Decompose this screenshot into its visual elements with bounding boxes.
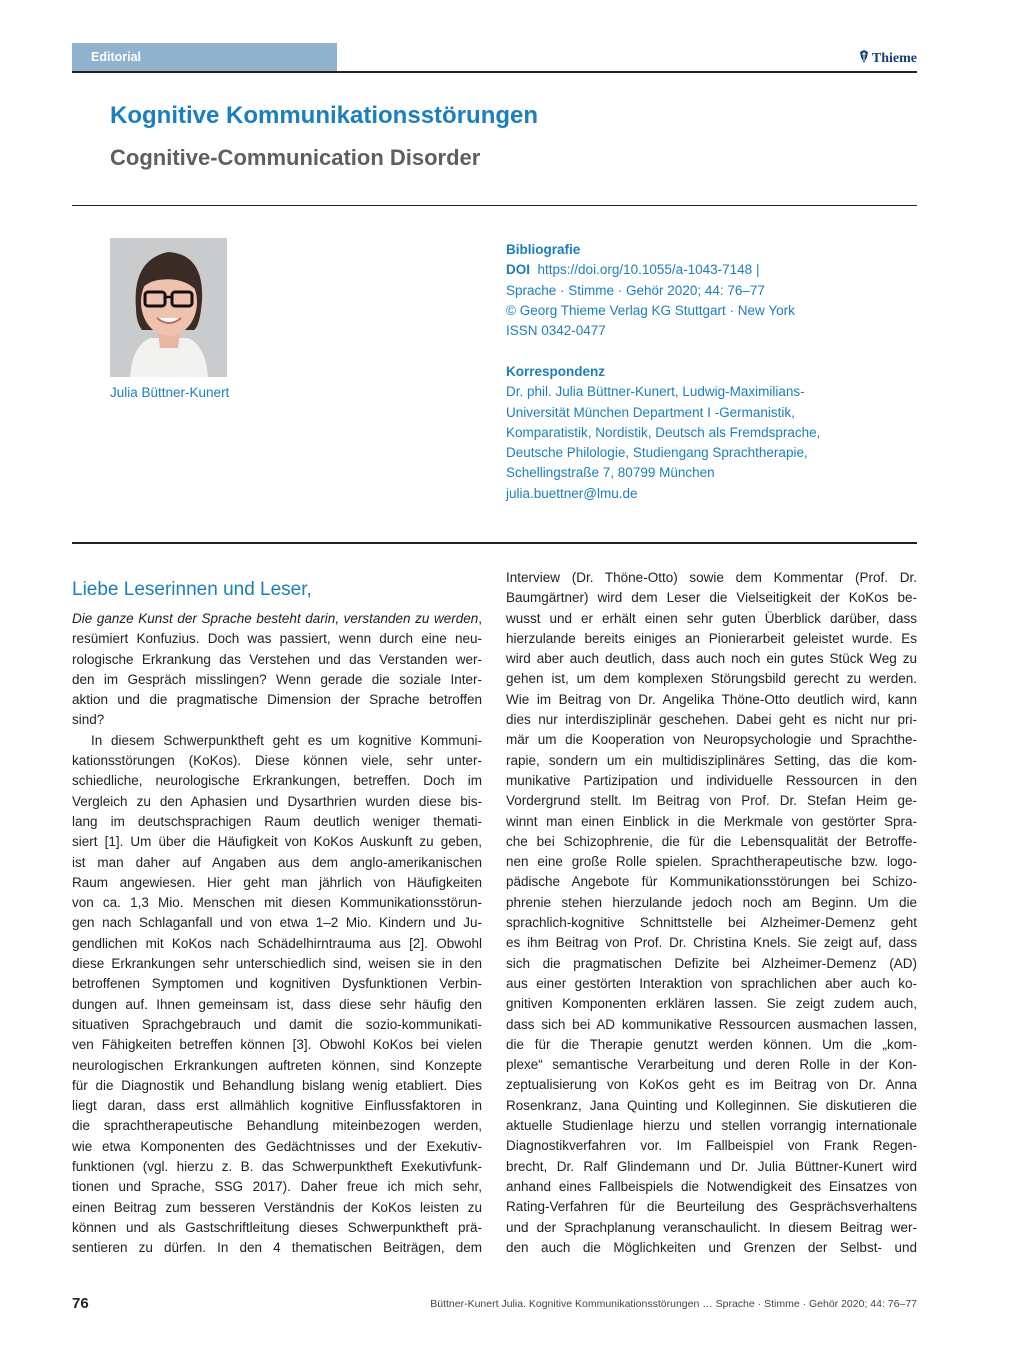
running-footer: Büttner-Kunert Julia. Kognitive Kommunikationsstörungen … Sprache · Stimme · Gehör 2020; 44: 76–77 [430, 1298, 917, 1310]
body-line: aus einer gestörten Interaktion von sprachlichen aber auch ko- [506, 975, 917, 991]
body-line: Vergleich zu den Aphasien und Dysarthrien wurden diese bis- [72, 793, 482, 809]
body-line: mär um die Kooperation von Neuropsychologie und Sprachthe- [506, 732, 917, 748]
body-line: anhand eines Fallbeispiels die Notwendigkeit des Einsatzes von [506, 1178, 917, 1194]
body-line: für die Diagnostik und Behandlung bislang wenig etabliert. Dies [72, 1077, 482, 1093]
correspondence-line: Schellingstraße 7, 80799 München [506, 465, 715, 481]
body-line: die sprachtherapeutische Behandlung miteinbezogen werden, [72, 1118, 482, 1134]
publisher-name: Thieme [871, 51, 917, 66]
body-line: plexe“ semantische Verarbeitung und deren Rolle in der Kon- [506, 1057, 917, 1073]
body-line: einen Beitrag zum besseren Verständnis der KoKos leisten zu [72, 1199, 482, 1215]
body-line: siert [1]. Um über die Häufigkeit von KoKos Auskunft zu geben, [72, 834, 482, 850]
body-line: nen eine große Rolle spielen. Sprachtherapeutische bzw. logo- [506, 854, 917, 870]
body-line: hierzulande bereits einiges an Pionierarbeit geleistet wurde. Es [506, 630, 917, 646]
correspondence-line: Universität München Department I -Germanistik, [506, 404, 795, 420]
body-line: können und als Gastschriftleitung dieses Schwerpunktheft prä- [72, 1219, 482, 1235]
title-divider [72, 205, 917, 206]
bibliography-heading: Bibliografie [506, 242, 581, 257]
body-line: sich die pragmatischen Defizite bei Alzheimer-Demenz (AD) [506, 955, 917, 971]
body-line: den im Gespräch misslingen? Wenn gerade die soziale Inter- [72, 671, 482, 687]
body-line: funktionen (vgl. hierzu z. B. das Schwerpunktheft Exekutivfunk- [72, 1159, 482, 1175]
doi-link[interactable]: https://doi.org/10.1055/a-1043-7148 | [537, 262, 760, 278]
body-line: rologische Erkrankung das Verstehen und das Verstanden wer- [72, 651, 482, 667]
page-number: 76 [72, 1295, 89, 1312]
body-line: Die ganze Kunst der Sprache besteht darin, verstanden zu werden, [72, 611, 482, 626]
body-line: munikative Partizipation und individuelle Ressourcen in den [506, 772, 917, 788]
body-line: betroffenen Symptomen und kognitiven Dysfunktionen Verbin- [72, 976, 482, 992]
body-line: Vordergrund stellt. Im Beitrag von Prof. Dr. Stefan Heim ge- [506, 793, 917, 809]
author-caption: Julia Büttner-Kunert [110, 385, 230, 400]
body-line: den auch die Möglichkeiten und Grenzen der Selbst- und [506, 1239, 917, 1255]
author-portrait [110, 238, 227, 377]
body-line: von ca. 1,3 Mio. Menschen mit diesen Kommunikationsstörun- [72, 895, 482, 911]
body-line: wusst und er erhält einen sehr guten Überblick darüber, dass [506, 610, 917, 626]
body-line: diese Erkrankungen sehr unterschiedlich sind, weisen sie in den [72, 956, 482, 972]
article-title-german: Kognitive Kommunikationsstörungen [110, 102, 539, 129]
body-line: sind? [72, 712, 105, 728]
body-line: schiedliche, neurologische Erkrankungen, betreffen. Doch im [72, 773, 482, 789]
body-line: kationsstörungen (KoKos). Diese können viele, sehr unter- [72, 753, 482, 769]
correspondence-line: Dr. phil. Julia Büttner-Kunert, Ludwig-Maximilians- [506, 384, 805, 400]
body-line: aktuelle Studienlage hierzu und stellen vorrangig internationale [506, 1118, 917, 1134]
body-line: dass sich bei AD kommunikative Ressourcen ausmachen lassen, [506, 1016, 917, 1032]
body-line: Wie im Beitrag von Dr. Angelika Thöne-Otto deutlich wird, kann [506, 691, 917, 707]
body-line: rapie, sondern um ein multidisziplinäres Setting, das die kom- [506, 752, 917, 768]
body-line: sentieren zu dürfen. In den 4 thematischen Beiträgen, dem [72, 1240, 482, 1256]
thieme-logo-icon [859, 50, 869, 63]
body-line: tionen und Sprache, SSG 2017). Daher freue ich mich sehr, [72, 1179, 482, 1195]
section-label: Editorial [91, 50, 142, 64]
left-lines [72, 629, 482, 1258]
body-line: gehen ist, um dem komplexen Störungsbild gerecht zu werden. [506, 671, 917, 687]
body-line: gnitiven Komponenten erklären lassen. Sie zeigt zudem auch, [506, 996, 917, 1012]
right-lines [506, 568, 917, 1258]
body-line: zeptualisierung von KoKos geht es im Beitrag von Dr. Anna [506, 1077, 917, 1093]
body-column-right [506, 568, 917, 1258]
body-line: die für die Therapie genutzt werden können. Um die „kom- [506, 1036, 917, 1052]
body-line: sprachlich-kognitive Schnittstelle bei Alzheimer-Demenz geht [506, 915, 917, 931]
body-line: es ihm Beitrag von Prof. Dr. Christina Knels. Sie zeigt auf, dass [506, 935, 917, 951]
body-line: liegt daran, dass erst allmählich kognitive Einflussfaktoren in [72, 1098, 482, 1114]
issn: ISSN 0342-0477 [506, 323, 606, 339]
body-line: phrenie stehen hierzulande jedoch noch am Beginn. Um die [506, 894, 917, 910]
body-line: ven Fähigkeiten betreffen können [3]. Obwohl KoKos bei vielen [72, 1037, 482, 1053]
publisher-logo [859, 50, 917, 67]
body-line: In diesem Schwerpunktheft geht es um kognitive Kommuni- [91, 732, 482, 748]
doi-label: DOI [506, 262, 531, 278]
body-line: resümiert Konfuzius. Doch was passiert, wenn durch eine neu- [72, 631, 482, 647]
body-line: Baumgärtner) wird dem Leser die Vielseitigkeit der KoKos be- [506, 590, 917, 606]
body-line: dungen auf. Ihnen gemeinsam ist, dass diese sehr häufig den [72, 996, 482, 1012]
bibliography-block [506, 240, 866, 341]
body-line: che bei Schizophrenie, die für die Lebensqualität der Betroffe- [506, 833, 917, 849]
body-line: gen nach Schlaganfall und von etwa 1–2 Mio. Kindern und Ju- [72, 915, 482, 931]
correspondence-heading: Korrespondenz [506, 364, 606, 379]
body-line: dies nur interdisziplinär geschehen. Dabei geht es nicht nur pri- [506, 712, 917, 728]
section-tab [72, 43, 337, 72]
greeting-heading: Liebe Leserinnen und Leser, [72, 579, 312, 600]
body-column-left [72, 609, 482, 1259]
correspondence-block [506, 362, 866, 504]
author-portrait-image [110, 238, 227, 377]
journal-citation: Sprache · Stimme · Gehör 2020; 44: 76–77 [506, 282, 765, 298]
body-line: Interview (Dr. Thöne-Otto) sowie dem Kommentar (Prof. Dr. [506, 570, 917, 585]
body-line: Raum angewiesen. Hier geht man jährlich von Häufigkeiten [72, 874, 482, 890]
correspondence-email[interactable]: julia.buettner@lmu.de [506, 485, 638, 501]
body-line: ist man daher auf Angaben aus dem anglo-amerikanischen [72, 854, 482, 870]
copyright: © Georg Thieme Verlag KG Stuttgart · New York [506, 302, 795, 318]
quote-text: Die ganze Kunst der Sprache besteht darin, verstanden zu werden [72, 611, 479, 626]
body-divider [72, 542, 917, 544]
body-line: brecht, Dr. Ralf Glindemann und Dr. Julia Büttner-Kunert wird [506, 1158, 917, 1174]
body-line: winnt man einen Einblick in die Merkmale von gestörter Spra- [506, 813, 917, 829]
body-line: aktion und die pragmatische Dimension der Sprache betroffen [72, 692, 482, 708]
body-line: Rosenkranz, Jana Quinting und Kolleginnen. Sie diskutieren die [506, 1097, 917, 1113]
article-title-english: Cognitive-Communication Disorder [110, 145, 481, 170]
body-line: pädische Angebote für Kommunikationsstörungen bei Schizo- [506, 874, 917, 890]
body-line: Diagnostikverfahren vor. Im Fallbeispiel von Frank Regen- [506, 1138, 917, 1154]
body-line: lang im deutschsprachigen Raum deutlich weniger themati- [72, 813, 482, 829]
body-line: wie etwa Komponenten des Gedächtnisses und der Exekutiv- [72, 1138, 482, 1154]
body-line: wird aber auch deutlich, dass auch noch ein gutes Stück Weg zu [506, 651, 917, 667]
body-line: gendlichen mit KoKos nach Schädelhirntrauma aus [2]. Obwohl [72, 935, 482, 951]
correspondence-line: Deutsche Philologie, Studiengang Sprachtherapie, [506, 445, 808, 461]
header-rule [72, 71, 917, 73]
body-line: situativen Sprachgebrauch und damit die sozio-kommunikati- [72, 1016, 482, 1032]
body-line: Rating-Verfahren für die Beurteilung des Gesprächsverhaltens [506, 1199, 917, 1215]
correspondence-line: Komparatistik, Nordistik, Deutsch als Fremdsprache, [506, 424, 821, 440]
body-line: und der Sprachplanung veranschaulicht. In diesem Beitrag wer- [506, 1219, 917, 1235]
body-line: neurologischen Erkrankungen auftreten können, sind Konzepte [72, 1057, 482, 1073]
